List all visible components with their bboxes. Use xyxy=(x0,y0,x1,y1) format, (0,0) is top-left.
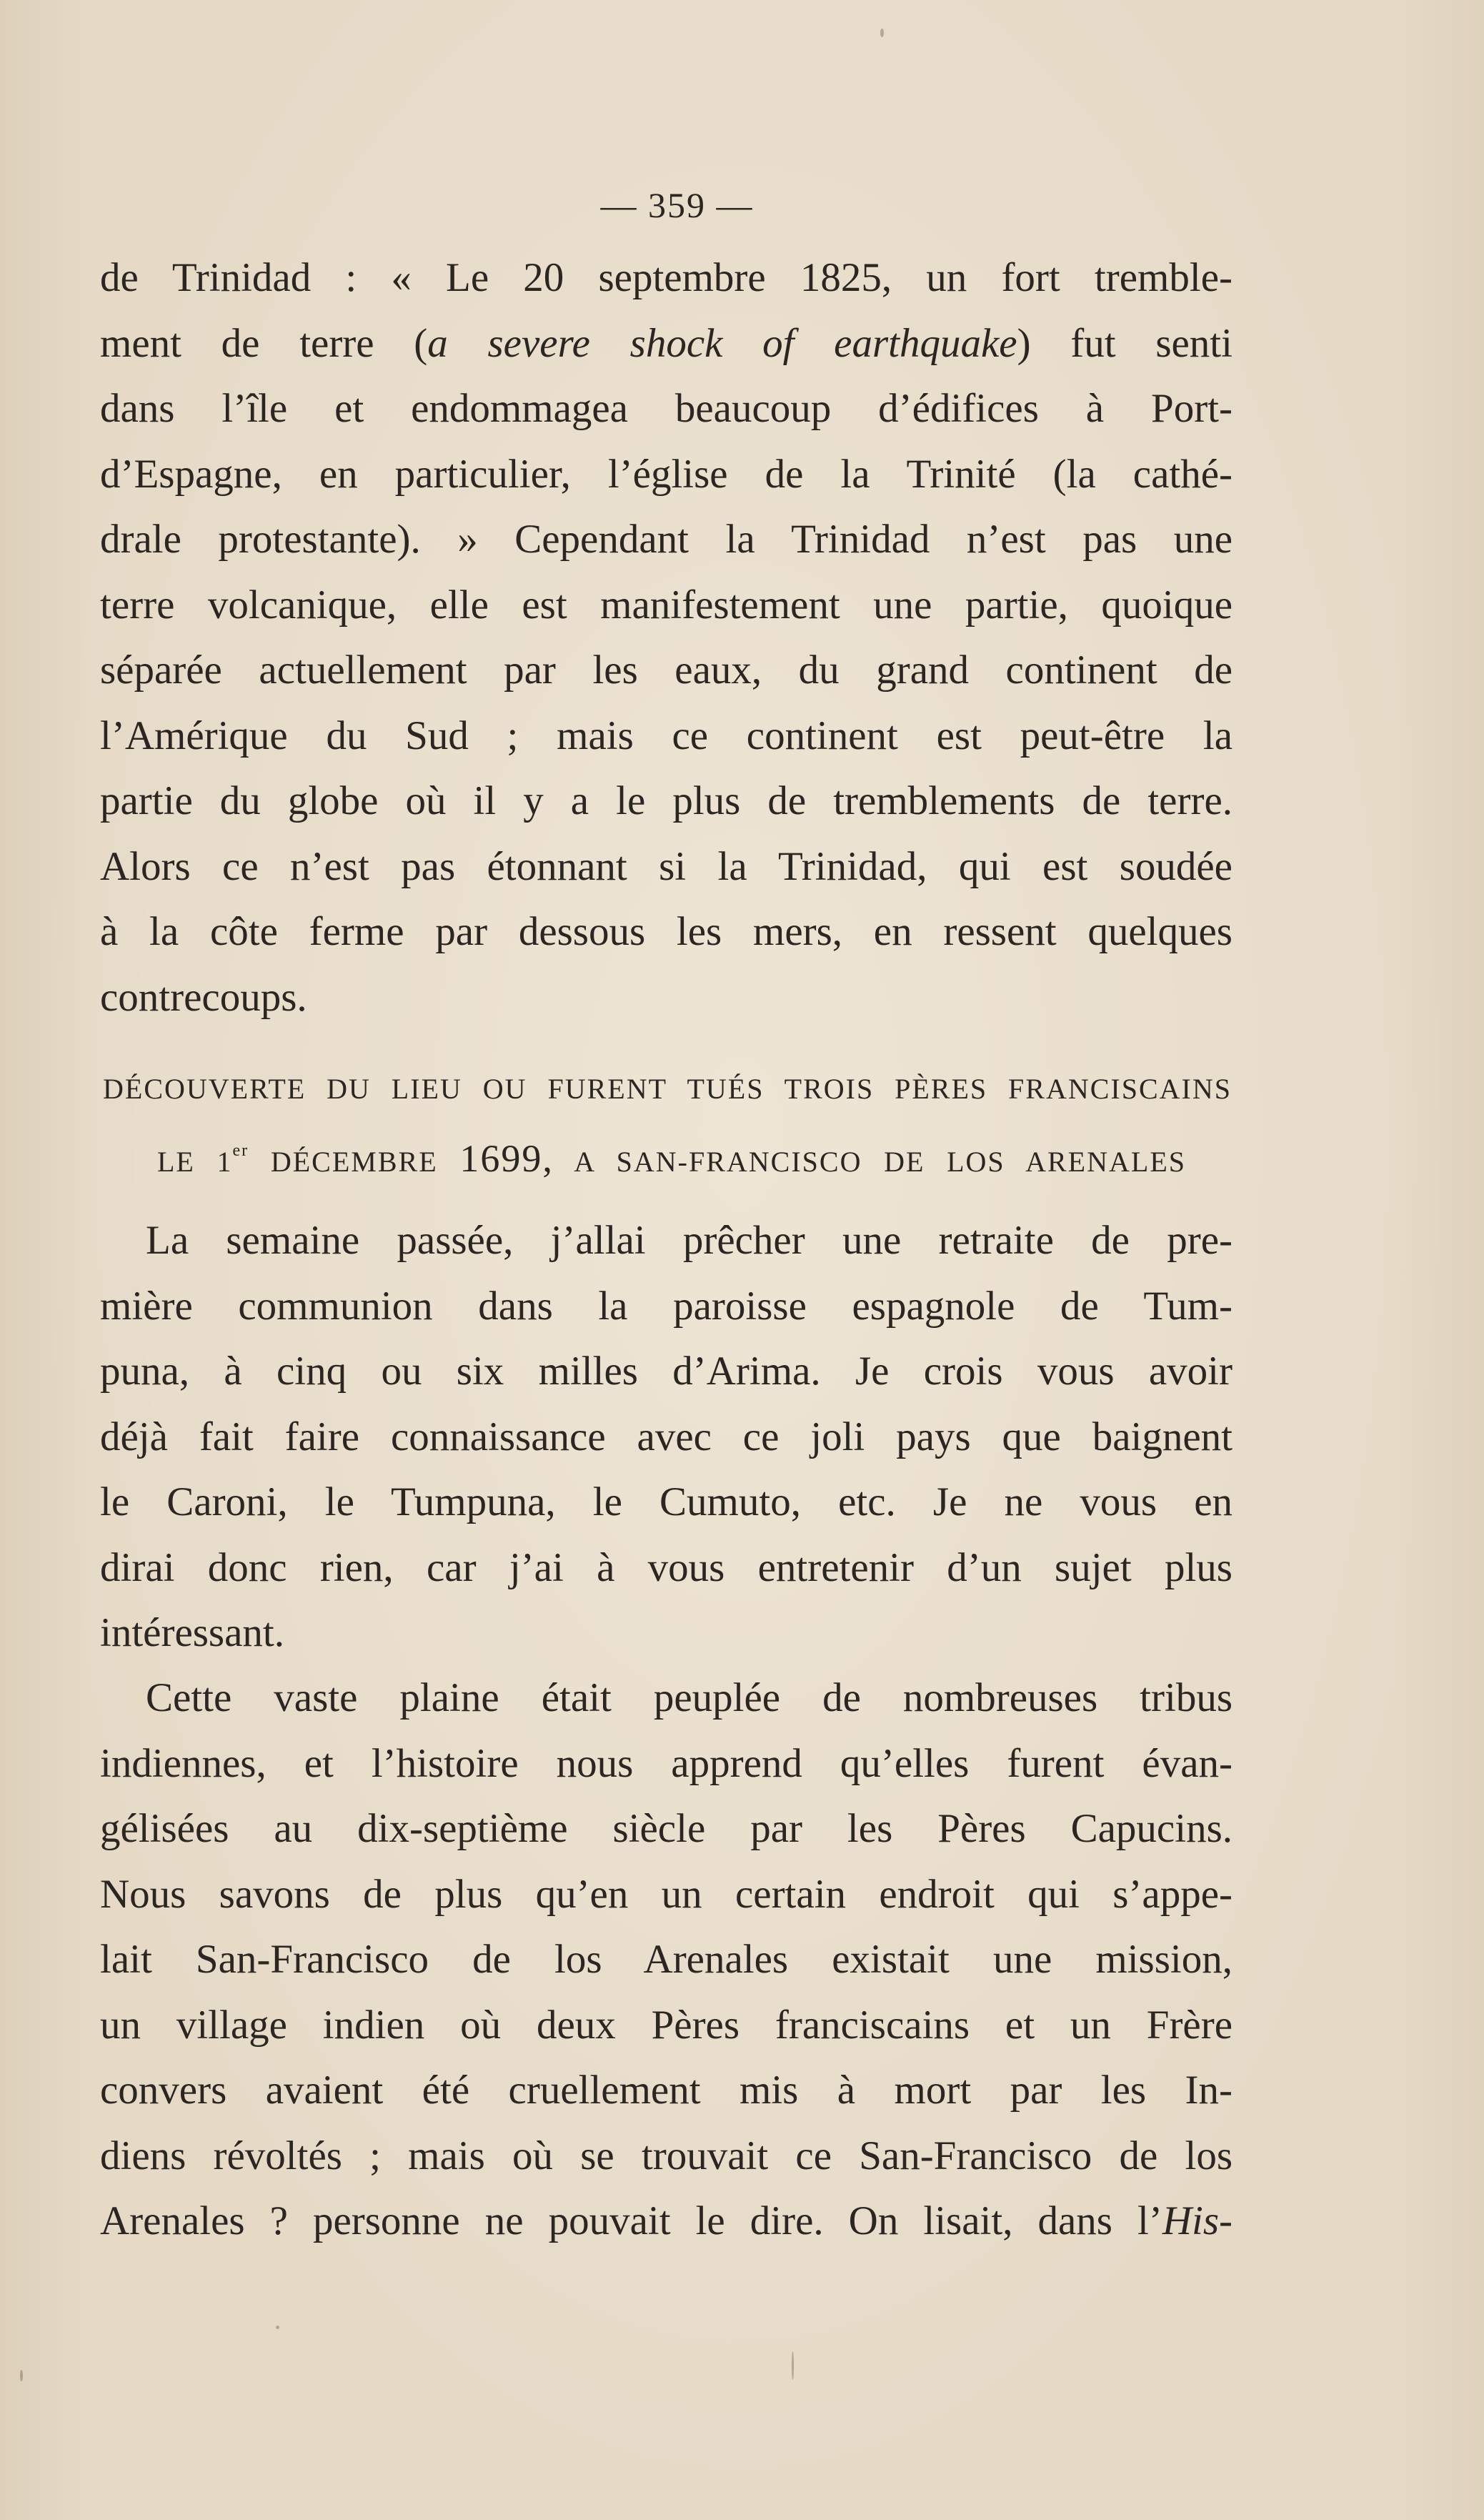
text-line: séparée actuellement par les eaux, du grand continent de xyxy=(100,648,1232,693)
text-line: déjà fait faire connaissance avec ce joli pays que baignent xyxy=(100,1414,1232,1459)
paper-speck xyxy=(276,2326,279,2329)
paper-speck xyxy=(20,2370,23,2381)
text-line: partie du globe où il y a le plus de tremblements de terre. xyxy=(100,778,1232,823)
paragraph-2 xyxy=(100,1208,1232,1666)
text-line: puna, à cinq ou six milles d’Arima. Je crois vous avoir xyxy=(100,1349,1232,1394)
paper-speck xyxy=(792,2351,794,2380)
text-line: Alors ce n’est pas étonnant si la Trinidad, qui est soudée xyxy=(100,843,1232,889)
text-line: drale protestante). » Cependant la Trinidad n’est pas une xyxy=(100,517,1232,562)
text-line: le Caroni, le Tumpuna, le Cumuto, etc. Je ne vous en xyxy=(100,1479,1232,1524)
section-heading-line-2: LE 1er DÉCEMBRE 1699, A SAN-FRANCISCO DE LOS ARENALES xyxy=(157,1137,1187,1180)
text-line: de Trinidad : « Le 20 septembre 1825, un fort tremble- xyxy=(100,255,1232,300)
text-line: terre volcanique, elle est manifestement une partie, quoique xyxy=(100,582,1232,627)
text-line: gélisées au dix-septième siècle par les Pères Capucins. xyxy=(100,1806,1232,1851)
italic-english-quote: a severe shock of earthquake xyxy=(427,320,1017,366)
paragraph-1 xyxy=(100,245,1232,1030)
text-line: intéressant. xyxy=(100,1610,285,1655)
text-line: dans l’île et endommagea beaucoup d’édifices à Port- xyxy=(100,386,1232,431)
text-line: Arenales ? personne ne pouvait le dire. On lisait, dans l’His- xyxy=(100,2198,1232,2243)
text-line: Nous savons de plus qu’en un certain endroit qui s’appe- xyxy=(100,1871,1232,1917)
text-line: diens révoltés ; mais où se trouvait ce San-Francisco de los xyxy=(100,2133,1232,2178)
paper-speck xyxy=(880,29,884,37)
text-line: contrecoups. xyxy=(100,974,307,1020)
text-line: l’Amérique du Sud ; mais ce continent est peut-être la xyxy=(100,713,1232,758)
text-line: un village indien où deux Pères franciscains et un Frère xyxy=(100,2002,1232,2048)
text-line: La semaine passée, j’allai prêcher une retraite de pre- xyxy=(146,1218,1232,1263)
text-line: convers avaient été cruellement mis à mort par les In- xyxy=(100,2068,1232,2113)
text-line: Cette vaste plaine était peuplée de nombreuses tribus xyxy=(146,1675,1232,1720)
text-line: lait San-Francisco de los Arenales existait une mission, xyxy=(100,1937,1232,1982)
paragraph-3 xyxy=(100,1665,1232,2254)
text-line: indiennes, et l’histoire nous apprend qu’elles furent évan- xyxy=(100,1740,1232,1786)
text-line: dirai donc rien, car j’ai à vous entretenir d’un sujet plus xyxy=(100,1544,1232,1590)
italic-word: His- xyxy=(1162,2198,1232,2243)
page-number: — 359 — xyxy=(600,185,754,225)
text-line: ment de terre (a severe shock of earthquake) fut senti xyxy=(100,320,1232,366)
text-line: mière communion dans la paroisse espagnole de Tum- xyxy=(100,1283,1232,1329)
section-heading-line-1: DÉCOUVERTE DU LIEU OU FURENT TUÉS TROIS PÈRES FRANCISCAINS xyxy=(103,1073,1232,1105)
text-line: à la côte ferme par dessous les mers, en ressent quelques xyxy=(100,909,1232,954)
text-line: d’Espagne, en particulier, l’église de la Trinité (la cathé- xyxy=(100,451,1232,497)
